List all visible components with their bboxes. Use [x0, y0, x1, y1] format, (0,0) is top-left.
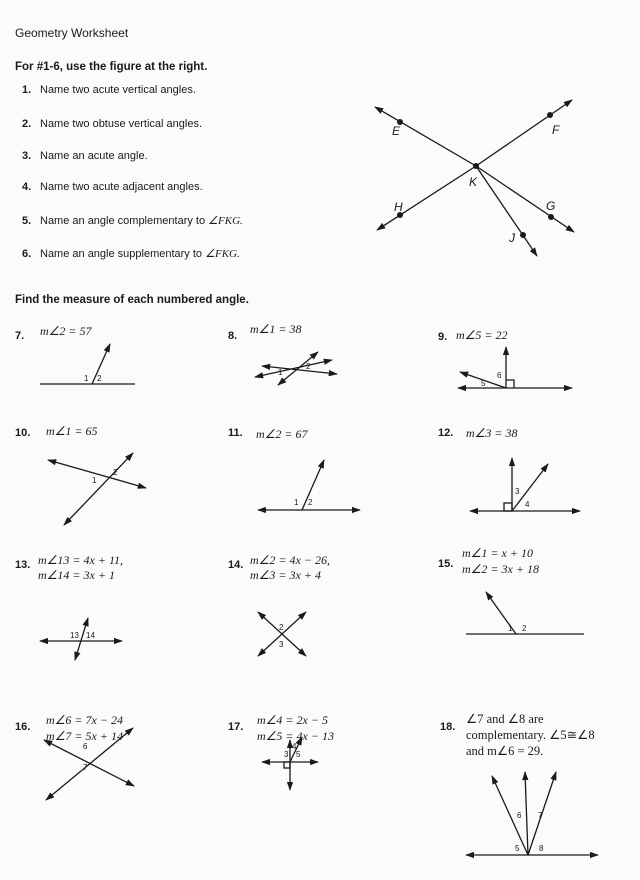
figure-8 — [255, 352, 337, 385]
line-b — [46, 728, 133, 800]
question-text: Name two acute adjacent angles. — [40, 181, 203, 193]
problem-12-equation: m∠3 = 38 — [466, 426, 518, 440]
problem-9-number: 9. — [438, 331, 448, 343]
point-F-label: F — [552, 123, 560, 137]
problem-14-number: 14. — [228, 559, 244, 571]
ray-KJ — [476, 166, 537, 256]
question-angle: ∠FKG. — [208, 215, 243, 227]
figure-17 — [262, 737, 318, 790]
problem-11-number: 11. — [228, 427, 243, 439]
problem-17-equation-2: m∠5 = 4x − 13 — [257, 729, 334, 743]
ray-1 — [492, 776, 528, 855]
right-angle-mark — [504, 503, 512, 511]
problem-13-number: 13. — [15, 559, 31, 571]
point-G-dot — [548, 214, 554, 220]
p7-angle-2-label: 2 — [97, 374, 102, 383]
problem-16-equation-1: m∠6 = 7x − 24 — [46, 713, 123, 727]
problem-9-equation: m∠5 = 22 — [456, 328, 508, 342]
ray-KE — [375, 107, 476, 166]
ray — [302, 460, 324, 510]
p18-angle-6-label: 6 — [517, 811, 522, 820]
p10-angle-2-label: 2 — [113, 468, 118, 477]
problem-15-equation-2: m∠2 = 3x + 18 — [462, 562, 539, 576]
point-J-label: J — [509, 231, 515, 245]
p13-angle-14-label: 14 — [86, 631, 95, 640]
p7-angle-1-label: 1 — [84, 374, 89, 383]
question-number: 5. — [22, 215, 32, 227]
problem-18-line-3: and m∠6 = 29. — [466, 744, 544, 758]
question-number: 4. — [22, 181, 32, 193]
p15-angle-2-label: 2 — [522, 624, 527, 633]
p9-angle-5-label: 5 — [481, 379, 486, 388]
p9-angle-6-label: 6 — [497, 371, 502, 380]
p18-angle-7-label: 7 — [538, 811, 543, 820]
problem-8-equation: m∠1 = 38 — [250, 322, 302, 336]
p10-angle-1-label: 1 — [92, 476, 97, 485]
p15-angle-1-label: 1 — [508, 624, 513, 633]
problem-18-line-1: ∠7 and ∠8 are — [466, 712, 544, 726]
p17-angle-4-label: 4 — [292, 742, 297, 751]
problem-18-line-2: complementary. ∠5≅∠8 — [466, 728, 595, 742]
ray-2 — [525, 772, 528, 855]
question-text: Name an acute angle. — [40, 150, 148, 162]
question-text: Name an angle supplementary to — [40, 248, 206, 260]
problem-8-number: 8. — [228, 330, 238, 342]
point-F-dot — [547, 112, 553, 118]
question-number: 1. — [22, 84, 32, 96]
p16-angle-7-label: 7 — [83, 763, 88, 772]
part1-instructions: For #1-6, use the figure at the right. — [15, 61, 208, 73]
p17-angle-3-label: 3 — [284, 750, 289, 759]
problem-16-number: 16. — [15, 721, 31, 733]
problem-15-number: 15. — [438, 558, 454, 570]
p14-angle-3-label: 3 — [279, 640, 284, 649]
p8-angle-1-label: 1 — [278, 368, 283, 377]
p18-angle-8-label: 8 — [539, 844, 544, 853]
p12-angle-4-label: 4 — [525, 500, 530, 509]
line-a — [255, 360, 332, 377]
problem-14-equation-1: m∠2 = 4x − 26, — [250, 553, 330, 567]
ray-KG — [476, 166, 574, 232]
figure-16 — [44, 728, 134, 800]
figure-9 — [458, 347, 572, 388]
p11-angle-1-label: 1 — [294, 498, 299, 507]
p14-angle-2-label: 2 — [279, 623, 284, 632]
point-K-label: K — [469, 175, 478, 189]
problem-13-equation-1: m∠13 = 4x + 11, — [38, 553, 124, 567]
p12-angle-3-label: 3 — [515, 487, 520, 496]
problem-14-equation-2: m∠3 = 3x + 4 — [250, 568, 321, 582]
p8-angle-2-label: 2 — [306, 362, 311, 371]
point-G-label: G — [546, 199, 556, 213]
question-text: Name two acute vertical angles. — [40, 84, 196, 96]
part2-heading: Find the measure of each numbered angle. — [15, 294, 249, 306]
problem-10-equation: m∠1 = 65 — [46, 424, 98, 438]
point-H-label: H — [394, 200, 403, 214]
problem-7-equation: m∠2 = 57 — [40, 324, 92, 338]
line-a — [44, 740, 134, 786]
p17-angle-5-label: 5 — [296, 750, 301, 759]
figure-14 — [258, 612, 306, 656]
problem-7-number: 7. — [15, 330, 25, 342]
question-angle: ∠FKG. — [205, 248, 240, 260]
problem-10-number: 10. — [15, 427, 31, 439]
p16-angle-6-label: 6 — [83, 742, 88, 751]
p11-angle-2-label: 2 — [308, 498, 313, 507]
p18-angle-5-label: 5 — [515, 844, 520, 853]
problem-15-equation-1: m∠1 = x + 10 — [462, 546, 533, 560]
point-E-label: E — [392, 124, 401, 138]
question-number: 3. — [22, 150, 32, 162]
problem-16-equation-2: m∠7 = 5x + 14 — [46, 729, 123, 743]
worksheet-title: Geometry Worksheet — [15, 26, 129, 40]
problem-17-number: 17. — [228, 721, 244, 733]
question-number: 6. — [22, 248, 32, 260]
problem-11-equation: m∠2 = 67 — [256, 427, 308, 441]
right-angle-mark — [506, 380, 514, 388]
problem-12-number: 12. — [438, 427, 454, 439]
question-text: Name two obtuse vertical angles. — [40, 118, 203, 130]
problem-18-number: 18. — [440, 721, 456, 733]
right-angle-mark — [284, 762, 290, 768]
figure-10 — [48, 453, 146, 525]
question-number: 2. — [22, 118, 32, 130]
figure-13 — [40, 618, 122, 660]
question-text: Name an angle complementary to — [40, 215, 209, 227]
ray-KH — [377, 166, 476, 230]
figure-18 — [466, 772, 598, 855]
p13-angle-13-label: 13 — [70, 631, 79, 640]
line-b — [64, 453, 133, 525]
line-a — [48, 460, 146, 488]
point-K-dot — [473, 163, 479, 169]
problem-13-equation-2: m∠14 = 3x + 1 — [38, 568, 115, 582]
point-J-dot — [520, 232, 526, 238]
problem-17-equation-1: m∠4 = 2x − 5 — [257, 713, 328, 727]
